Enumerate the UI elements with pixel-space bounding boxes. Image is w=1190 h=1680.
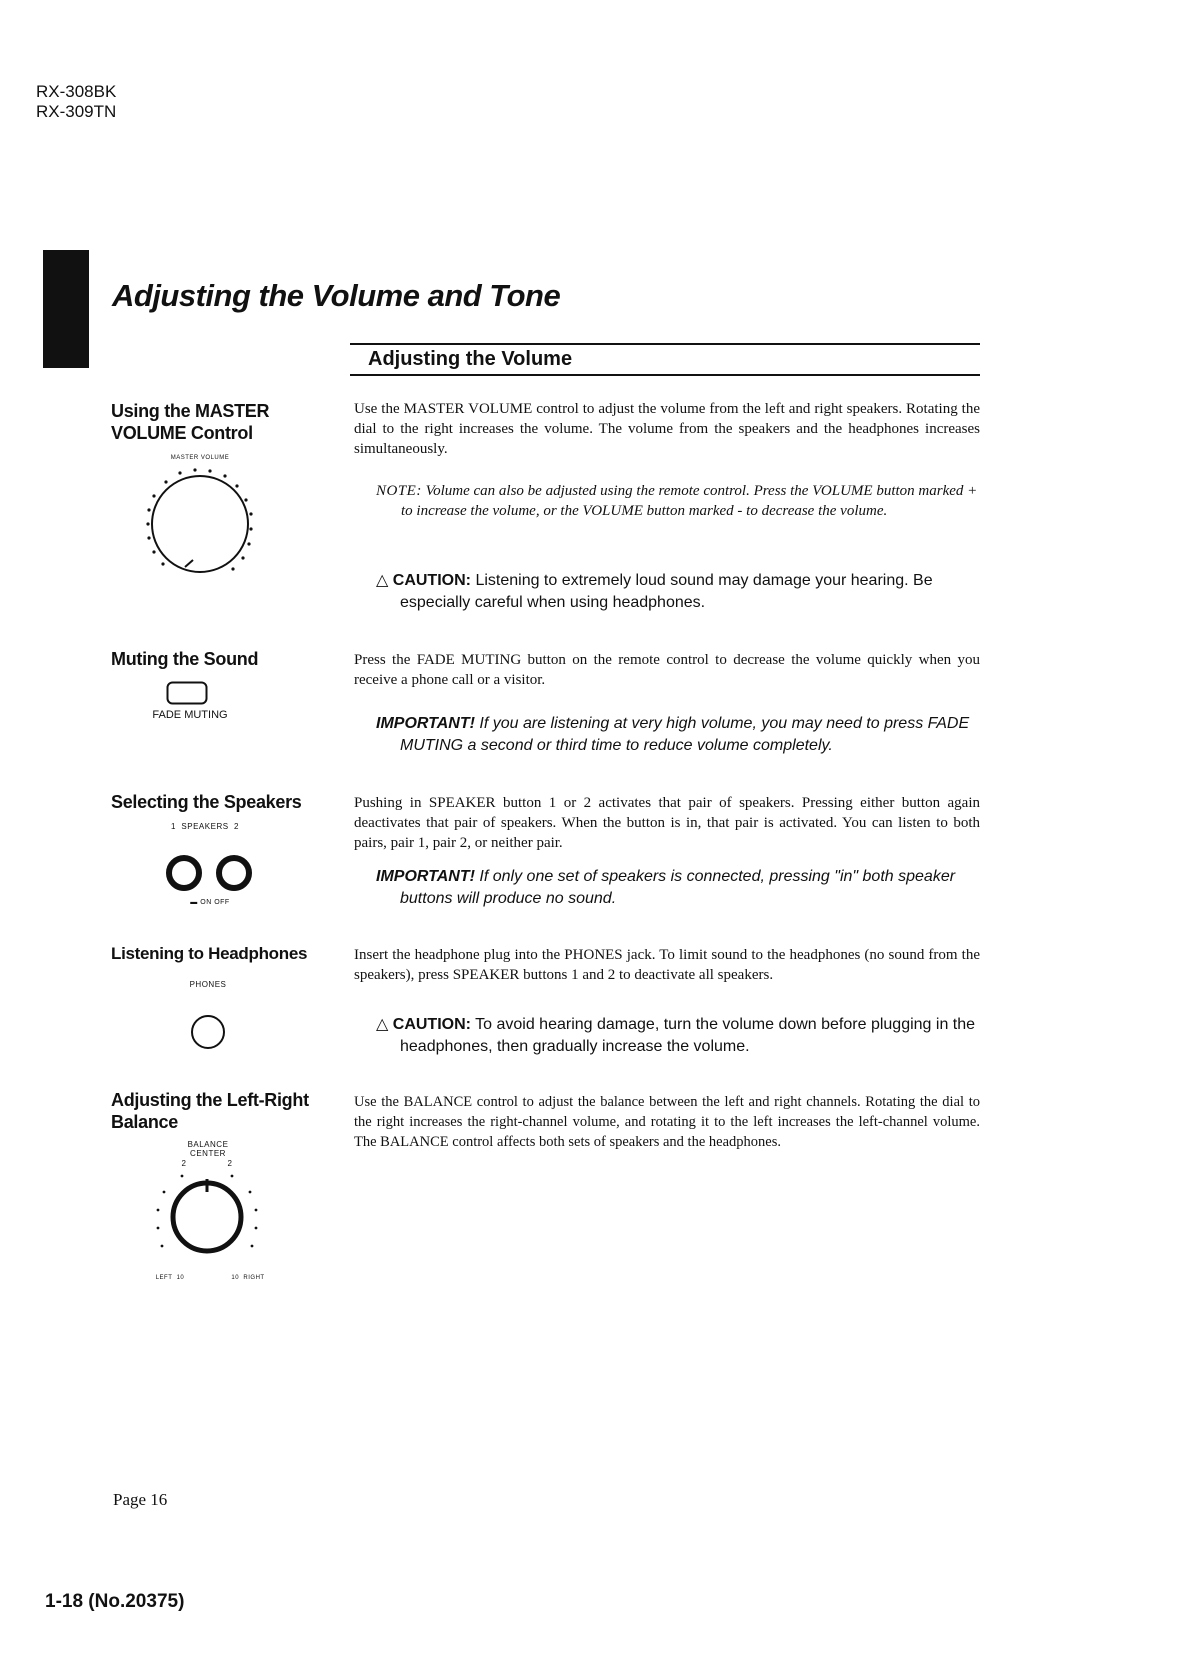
note-prefix: NOTE:	[376, 483, 422, 499]
phones-jack-icon	[188, 1012, 228, 1052]
master-volume-caution	[376, 570, 990, 614]
master-volume-label: MASTER VOLUME	[170, 455, 230, 461]
speakers-on-off-text: ON OFF	[200, 899, 230, 906]
important-text: If you are listening at very high volume, you may need to press FADE MUTING a second or third time to reduce volume completely.	[400, 715, 970, 754]
balance-left-label: LEFT 10	[155, 1275, 185, 1281]
caution-prefix: CAUTION:	[392, 572, 471, 589]
important-text: If only one set of speakers is connected, pressing "in" both speaker buttons will produce no sound.	[400, 868, 956, 907]
master-volume-heading-line-2: VOLUME Control	[111, 423, 253, 443]
muting-body: Press the FADE MUTING button on the remote control to decrease the volume quickly when you receive a phone call or a visitor.	[354, 652, 980, 688]
balance-dial-icon	[150, 1164, 264, 1270]
important-prefix: IMPORTANT!	[376, 715, 475, 732]
balance-right-label: 10 RIGHT	[231, 1275, 265, 1281]
balance-label-line-1: BALANCE	[187, 1140, 229, 1149]
muting-heading: Muting the Sound	[111, 649, 259, 669]
balance-scale-right-2: 2	[227, 1159, 233, 1168]
balance-heading-line-1: Adjusting the Left-Right	[111, 1090, 309, 1110]
speakers-important	[376, 866, 990, 910]
section-heading: Adjusting the Volume	[368, 348, 573, 370]
master-volume-body: Use the MASTER VOLUME control to adjust the volume from the left and right speakers. Rotating the dial to the right increases the volume. The volume from the speakers and the headphones increases simultaneously.	[354, 401, 980, 457]
speakers-body: Pushing in SPEAKER button 1 or 2 activates that pair of speakers. Pressing either button again deactivates that pair of speakers. When the button is in, that pair is activated. You can listen to both pairs, pair 1, pair 2, or neither pair.	[354, 795, 980, 851]
master-volume-heading-line-1: Using the MASTER	[111, 401, 270, 421]
speakers-label-bottom: ▬ ON OFF	[190, 899, 230, 906]
speaker-buttons-icon	[163, 852, 255, 894]
fade-muting-label: FADE MUTING	[152, 709, 228, 721]
warning-triangle-icon: △	[376, 1016, 389, 1033]
section-tab-marker	[43, 250, 89, 368]
master-volume-dial-icon	[133, 462, 267, 580]
balance-heading-line-2: Balance	[111, 1112, 178, 1132]
document-number: 1-18 (No.20375)	[45, 1591, 185, 1612]
warning-triangle-icon: △	[376, 572, 389, 589]
model-line-1: RX-308BK	[36, 82, 117, 101]
caution-prefix: CAUTION:	[392, 1016, 471, 1033]
muting-important	[376, 713, 990, 757]
model-line-2: RX-309TN	[36, 102, 117, 121]
page-title: Adjusting the Volume and Tone	[112, 278, 561, 313]
caution-text: Listening to extremely loud sound may damage your hearing. Be especially careful when using headphones.	[400, 572, 933, 611]
master-volume-heading	[111, 400, 269, 444]
heading-rule-top	[350, 343, 980, 345]
balance-scale-left-2: 2	[181, 1159, 187, 1168]
page-number: Page 16	[113, 1490, 168, 1509]
headphones-heading: Listening to Headphones	[111, 944, 308, 963]
master-volume-note	[376, 481, 991, 521]
phones-label: PHONES	[189, 980, 227, 989]
balance-label-line-2: CENTER	[190, 1149, 226, 1158]
model-numbers	[36, 82, 116, 122]
important-prefix: IMPORTANT!	[376, 868, 475, 885]
note-text: Volume can also be adjusted using the remote control. Press the VOLUME button marked + to increase the volume, or the VOLUME button marked - to decrease the volume.	[401, 483, 978, 519]
speakers-label-top: 1 SPEAKERS 2	[171, 822, 239, 831]
balance-body: Use the BALANCE control to adjust the balance between the left and right channels. Rotating the dial to the right increases the right-channel volume, and rotating it to the left increases the left-channel volume. The BALANCE control affects both sets of speakers and the headphones.	[354, 1094, 980, 1150]
caution-text: To avoid hearing damage, turn the volume down before plugging in the headphones, then gradually increase the volume.	[400, 1016, 976, 1055]
balance-label	[168, 1140, 248, 1158]
balance-heading	[111, 1089, 309, 1133]
headphones-body: Insert the headphone plug into the PHONES jack. To limit sound to the headphones (no sound from the speakers), press SPEAKER buttons 1 and 2 to deactivate all speakers.	[354, 947, 980, 983]
heading-rule-bottom	[350, 374, 980, 376]
fade-muting-button-icon	[166, 681, 208, 705]
speakers-heading: Selecting the Speakers	[111, 792, 302, 812]
headphones-caution	[376, 1014, 990, 1058]
